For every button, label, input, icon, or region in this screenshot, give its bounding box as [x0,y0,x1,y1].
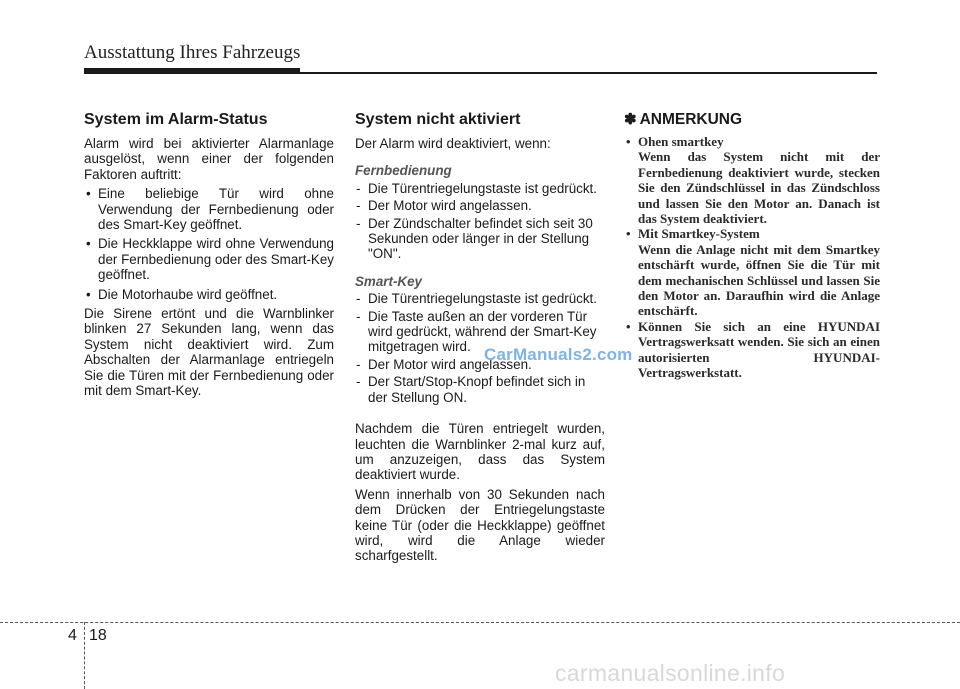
note-item-body: Wenn die Anlage nicht mit dem Smartkey entschärft wurde, öffnen Sie die Tür mit dem mechanischen Schlüssel und lassen Sie den Motor an. Daraufhin wird die Anlage entschärft. [638,241,880,319]
deactivation-paragraph-2: Wenn innerhalb von 30 Sekunden nach dem Drücken der Entriegelungstaste keine Tür (oder die Heckklappe) geöffnet wird, wird die Anlage wieder scharfgestellt. [355,486,605,564]
header-rule-thin [84,72,877,74]
footer-dashed-rule [0,622,960,623]
note-item-title: • Ohen smartkey [638,134,724,149]
carmanuals-watermark: CarManuals2.com [484,345,633,364]
subheading-smart-key: Smart-Key [355,273,422,289]
section-heading-alarm-status: System im Alarm-Status [84,111,268,128]
subheading-remote: Fernbedienung [355,163,452,179]
note-list [624,134,880,381]
list-item: • Eine beliebige Tür wird ohne Verwendung der Fernbedienung oder des Smart-Key geöffnet. [84,186,334,232]
list-item: - Die Türentriegelungstaste ist gedrückt. [355,181,605,196]
footer-vertical-dashed-rule [84,622,85,689]
site-watermark: carmanualsonline.info [555,660,786,686]
note-heading [624,110,880,130]
page-chapter-number: 4 [68,627,77,644]
list-item: - Der Zündschalter befindet sich seit 30 Sekunden oder länger in der Stellung "ON". [355,216,605,262]
alarm-trigger-list [84,186,334,302]
column-alarm-status [84,110,334,403]
remote-conditions-list [355,181,605,262]
deactivation-paragraph-1: Nachdem die Türen entriegelt wurden, leuchten die Warnblinker 2-mal kurz auf, um anzuzeigen, dass das System deaktiviert wurde. [355,421,605,483]
deactivation-intro: Der Alarm wird deaktiviert, wenn: [355,136,551,151]
list-item: • Die Heckklappe wird ohne Verwendung der Fernbedienung oder des Smart-Key geöffnet. [84,236,334,282]
list-item: • Die Motorhaube wird geöffnet. [84,287,334,302]
list-item: - Die Taste außen an der vorderen Tür wird gedrückt, während der Smart-Key mitgetragen wird. [355,309,605,355]
list-item [624,319,880,381]
page-header-title: Ausstattung Ihres Fahrzeugs [84,42,301,63]
list-item: - Der Motor wird angelassen. [355,198,605,213]
note-item-body: • Können Sie sich an eine HYUNDAI Vertragswerksatt wenden. Sie sich an einen autorisierten HYUNDAI-Vertragswerkstatt. [638,318,880,381]
list-item: - Der Start/Stop-Knopf befindet sich in der Stellung ON. [355,374,605,405]
column-system-deactivated [355,110,605,568]
list-item: - Der Motor wird angelassen. [355,357,605,372]
note-heading-text: ANMERKUNG [639,111,743,128]
page-number: 18 [89,627,107,644]
list-item: - Die Türentriegelungstaste ist gedrückt. [355,291,605,306]
column-note [624,110,880,381]
note-star-icon: ✽ [624,111,637,128]
alarm-intro: Alarm wird bei aktivierter Alarmanlage ausgelöst, wenn einer der folgenden Faktoren auftritt: [84,136,334,182]
alarm-outro: Die Sirene ertönt und die Warnblinker blinken 27 Sekunden lang, wenn das System nicht deaktiviert wird. Zum Abschalten der Alarmanlage entriegeln Sie die Türen mit der Fernbedienung oder mit dem Smart-Key. [84,306,334,399]
list-item [624,134,880,226]
section-heading-not-activated: System nicht aktiviert [355,111,521,128]
note-item-title: • Mit Smartkey-System [638,226,760,242]
note-item-body: Wenn das System nicht mit der Fernbedienung deaktiviert wurde, stecken Sie den Zündschlüssel in das Zündschloss und lassen Sie den Motor an. Danach ist das System deaktiviert. [638,149,880,227]
list-item [624,226,880,318]
